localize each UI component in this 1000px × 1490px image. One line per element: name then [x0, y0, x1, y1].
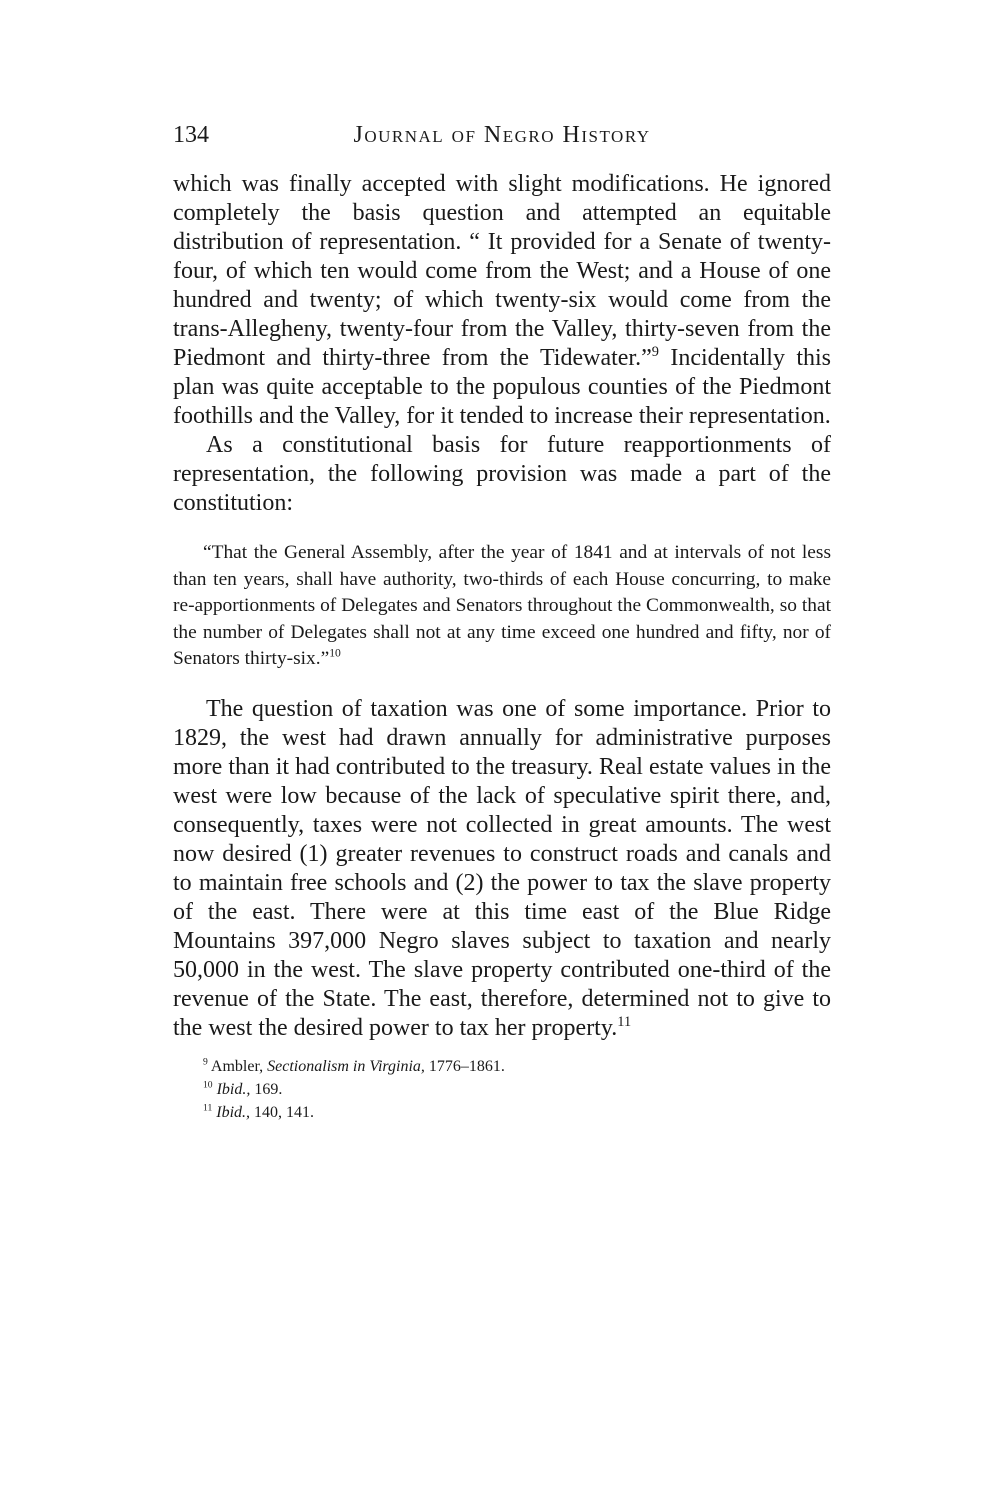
footnote-9: $^9$ Ambler, Sectionalism in Virginia, 1776–1861.	[203, 1056, 505, 1075]
paragraph-1: which was finally accepted with slight modifications. He ignored completely the basis question and attempted an equitable distribution of representation. “ It provided for a Senate of twenty-four, of which ten would come from the West; and a House of one hundred and twenty; of which twenty-six would come from the trans-Allegheny, twenty-four from the Valley, thirty-seven from the Piedmont and thirty-three from the Tidewater.”$^9$ Incidentally this plan was quite acceptable to the populous counties of the Piedmont foothills and the Valley, for it tended to increase their representation.	[173, 171, 832, 429]
footnote-ref-10: 10	[329, 646, 341, 660]
document-page	[173, 118, 831, 1124]
page-number: 134	[173, 122, 209, 148]
body-text	[173, 170, 831, 1043]
paragraph-2: As a constitutional basis for future reapportionments of representation, the following provision was made a part of the constitution:	[173, 432, 831, 516]
paragraph-3: The question of taxation was one of some importance. Prior to 1829, the west had drawn annually for administrative purposes more than it had contributed to the treasury. Real estate values in the west were low because of the lack of speculative spirit there, and, consequently, taxes were not collected in great amounts. The west now desired (1) greater revenues to construct roads and canals and to maintain free schools and (2) the power to tax the slave property of the east. There were at this time east of the Blue Ridge Mountains 397,000 Negro slaves subject to taxation and nearly 50,000 in the west. The slave property contributed one-third of the revenue of the State. The east, therefore, determined not to give to the west the desired power to tax her property.$^{11}$	[173, 695, 831, 1041]
running-head	[173, 118, 831, 152]
footnote-11: $^{11}$ Ibid., 140, 141.	[203, 1102, 315, 1121]
footnote-ref-11: 11	[617, 1013, 632, 1030]
footnotes	[173, 1055, 831, 1124]
journal-title: Journal of Negro History	[353, 122, 651, 148]
footnote-ref-9: 9	[651, 344, 659, 360]
footnote-10: $^{10}$ Ibid., 169.	[203, 1079, 283, 1098]
block-quote: “That the General Assembly, after the year of 1841 and at intervals of not less than ten years, shall have authority, two-thirds of each House concurring, to make re-apportionments of Delegates and Senators throughout the Commonwealth, so that the number of Delegates shall not at any time exceed one hundred and fifty, nor of Senators thirty-six.”$^{10}$	[173, 542, 831, 670]
